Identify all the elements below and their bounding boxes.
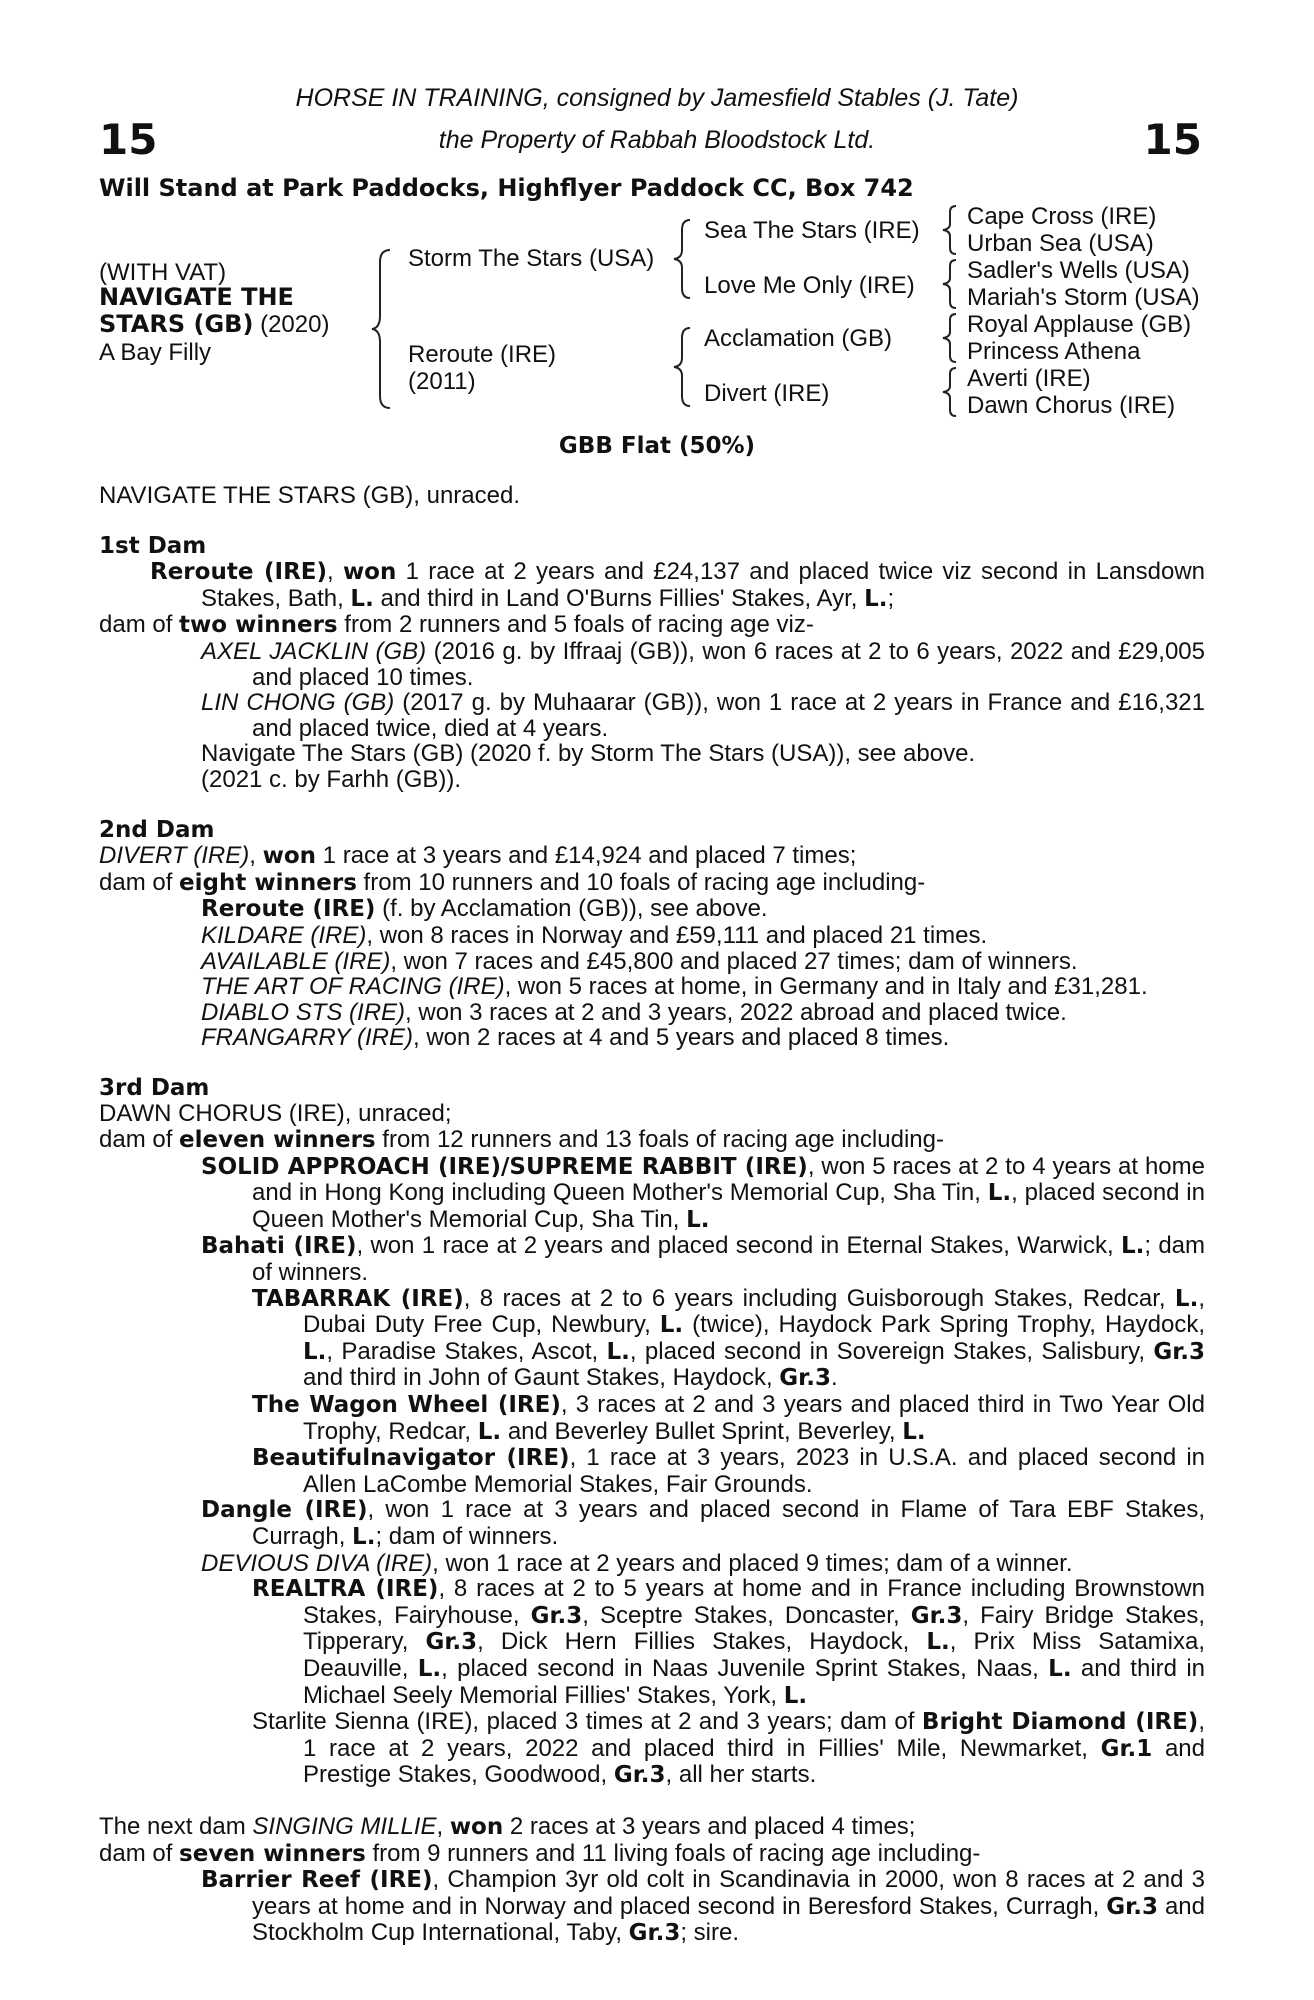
horse-year: (2020): [253, 311, 330, 338]
sire-sire: Sea The Stars (IRE): [704, 217, 920, 244]
horse-name-line2: [99, 312, 329, 338]
race-status: NAVIGATE THE STARS (GB), unraced.: [99, 482, 520, 509]
produce-available: AVAILABLE (IRE), won 7 races and £45,800 and placed 27 times; dam of winners.: [201, 947, 1078, 975]
produce-barrier-reef: Barrier Reef (IRE), Champion 3yr old colt in Scandinavia in 2000, won 8 races at 2 and 3 years at home and in Norway and placed second in Beresford Stakes, Curragh, Gr.3 and Stockholm Cup International, Taby, Gr.3; sire.: [201, 1866, 1206, 1947]
dam-year: (2011): [408, 368, 476, 395]
ggs-6: Princess Athena: [967, 338, 1141, 365]
brace-ggs2: [940, 258, 960, 310]
produce-bahati: Bahati (IRE), won 1 race at 2 years and placed second in Eternal Stakes, Warwick, L.; dam of winners.: [201, 1232, 1206, 1287]
ggs-4: Mariah's Storm (USA): [967, 284, 1200, 311]
lot-number-right: 15: [1143, 115, 1202, 164]
ggs-8: Dawn Chorus (IRE): [967, 392, 1176, 419]
second-dam-record: DIVERT (IRE), won 1 race at 3 years and £14,924 and placed 7 times;: [99, 842, 857, 870]
produce-navigate-the-stars: Navigate The Stars (GB) (2020 f. by Storm The Stars (USA)), see above.: [201, 740, 976, 768]
ggs-3: Sadler's Wells (USA): [967, 257, 1190, 284]
property-line: the Property of Rabbah Bloodstock Ltd.: [438, 126, 876, 154]
produce-frangarry: FRANGARRY (IRE), won 2 races at 4 and 5 years and placed 8 times.: [201, 1024, 950, 1052]
produce-tabarrak: TABARRAK (IRE), 8 races at 2 to 6 years including Guisborough Stakes, Redcar, L., Dubai Duty Free Cup, Newbury, L. (twice), Haydock Park Spring Trophy, Haydock, L., Paradise Stakes, Ascot, L., placed second in Sovereign Stakes, Salisbury, Gr.3 and third in John of Gaunt Stakes, Haydock, Gr.3.: [252, 1284, 1206, 1392]
brace-ggs3: [940, 312, 960, 364]
ggs-1: Cape Cross (IRE): [967, 203, 1157, 230]
brace-ggs4: [940, 366, 960, 418]
produce-starlite-sienna: Starlite Sienna (IRE), placed 3 times at 2 and 3 years; dam of Bright Diamond (IRE), 1 race at 2 years, 2022 and placed third in Fillies' Mile, Newmarket, Gr.1 and Prestige Stakes, Goodwood, Gr.3, all her starts.: [252, 1708, 1205, 1789]
ggs-5: Royal Applause (GB): [967, 311, 1192, 338]
first-dam-produce: dam of two winners from 2 runners and 5 foals of racing age viz-: [99, 611, 814, 639]
produce-diablo-sts: DIABLO STS (IRE), won 3 races at 2 and 3 years, 2022 abroad and placed twice.: [201, 998, 1067, 1026]
first-dam-heading: 1st Dam: [99, 532, 207, 559]
dam-dam: Divert (IRE): [704, 380, 830, 407]
produce-beautifulnavigator: Beautifulnavigator (IRE), 1 race at 3 years, 2023 in U.S.A. and placed second in Allen LaCombe Memorial Stakes, Fair Grounds.: [252, 1444, 1205, 1498]
rating: GBB Flat (50%): [558, 433, 756, 459]
produce-2021-colt: (2021 c. by Farhh (GB)).: [201, 765, 462, 793]
produce-dangle: Dangle (IRE), won 1 race at 3 years and placed second in Flame of Tara EBF Stakes, Curragh, L.; dam of winners.: [201, 1496, 1205, 1550]
produce-axel-jacklin: AXEL JACKLIN (GB) (2016 g. by Iffraaj (GB)), won 6 races at 2 to 6 years, 2022 and £29,005 and placed 10 times.: [201, 637, 1205, 691]
stand-location: Will Stand at Park Paddocks, Highflyer Paddock CC, Box 742: [99, 174, 914, 202]
pedigree-brace-dam: [672, 326, 694, 408]
third-dam-record: DAWN CHORUS (IRE), unraced;: [99, 1100, 452, 1128]
ggs-7: Averti (IRE): [967, 365, 1091, 392]
second-dam-produce: dam of eight winners from 10 runners and 10 foals of racing age including-: [99, 868, 926, 896]
produce-solid-approach: SOLID APPROACH (IRE)/SUPREME RABBIT (IRE), won 5 races at 2 to 4 years at home and in Hong Kong including Queen Mother's Memorial Cup, Sha Tin, L., placed second in Queen Mother's Memorial Cup, Sha Tin, L.: [201, 1152, 1205, 1233]
horse-name: STARS (GB): [99, 310, 254, 338]
next-dam-record: The next dam SINGING MILLIE, won 2 races at 3 years and placed 4 times;: [99, 1812, 916, 1840]
produce-devious-diva: DEVIOUS DIVA (IRE), won 1 race at 2 years and placed 9 times; dam of a winner.: [201, 1549, 1073, 1577]
pedigree-brace-sire: [672, 218, 694, 300]
vat-note: (WITH VAT): [99, 259, 227, 286]
produce-the-wagon-wheel: The Wagon Wheel (IRE), 3 races at 2 and 3 years and placed third in Two Year Old Trophy, Redcar, L. and Beverley Bullet Sprint, Beverley, L.: [252, 1391, 1205, 1445]
first-dam-record: Reroute (IRE), won 1 race at 2 years and £24,137 and placed twice viz second in Lansdown Stakes, Bath, L. and third in Land O'Burns Fillies' Stakes, Ayr, L.;: [150, 558, 1205, 612]
sire-dam: Love Me Only (IRE): [704, 272, 915, 299]
produce-the-art-of-racing: THE ART OF RACING (IRE), won 5 races at home, in Germany and in Italy and £31,281.: [201, 973, 1148, 1001]
consignor-line: HORSE IN TRAINING, consigned by Jamesfield Stables (J. Tate): [295, 84, 1019, 112]
dam: Reroute (IRE): [408, 341, 557, 368]
produce-kildare: KILDARE (IRE), won 8 races in Norway and £59,111 and placed 21 times.: [201, 921, 988, 949]
horse-name-line1: NAVIGATE THE: [99, 283, 294, 311]
produce-realtra: REALTRA (IRE), 8 races at 2 to 5 years at home and in France including Brownstown Stakes, Fairyhouse, Gr.3, Sceptre Stakes, Doncaster, Gr.3, Fairy Bridge Stakes, Tipperary, Gr.3, Dick Hern Fillies Stakes, Haydock, L., Prix Miss Satamixa, Deauville, L., placed second in Naas Juvenile Sprint Stakes, Naas, L. and third in Michael Seely Memorial Fillies' Stakes, York, L.: [252, 1575, 1206, 1709]
lot-number-left: 15: [99, 115, 158, 164]
third-dam-heading: 3rd Dam: [99, 1074, 210, 1101]
second-dam-heading: 2nd Dam: [99, 816, 215, 843]
dam-sire: Acclamation (GB): [704, 325, 893, 352]
brace-ggs1: [940, 204, 960, 256]
catalogue-body: [99, 483, 1205, 1947]
pedigree-brace-main: [370, 248, 394, 410]
produce-reroute: Reroute (IRE) (f. by Acclamation (GB)), see above.: [201, 895, 768, 923]
ggs-2: Urban Sea (USA): [967, 230, 1154, 257]
produce-lin-chong: LIN CHONG (GB) (2017 g. by Muhaarar (GB)), won 1 race at 2 years in France and £16,321 and placed twice, died at 4 years.: [201, 689, 1205, 742]
horse-description: A Bay Filly: [99, 339, 212, 366]
third-dam-produce: dam of eleven winners from 12 runners and 13 foals of racing age including-: [99, 1126, 944, 1154]
next-dam-produce: dam of seven winners from 9 runners and 11 living foals of racing age including-: [99, 1839, 981, 1867]
sire: Storm The Stars (USA): [408, 245, 655, 272]
